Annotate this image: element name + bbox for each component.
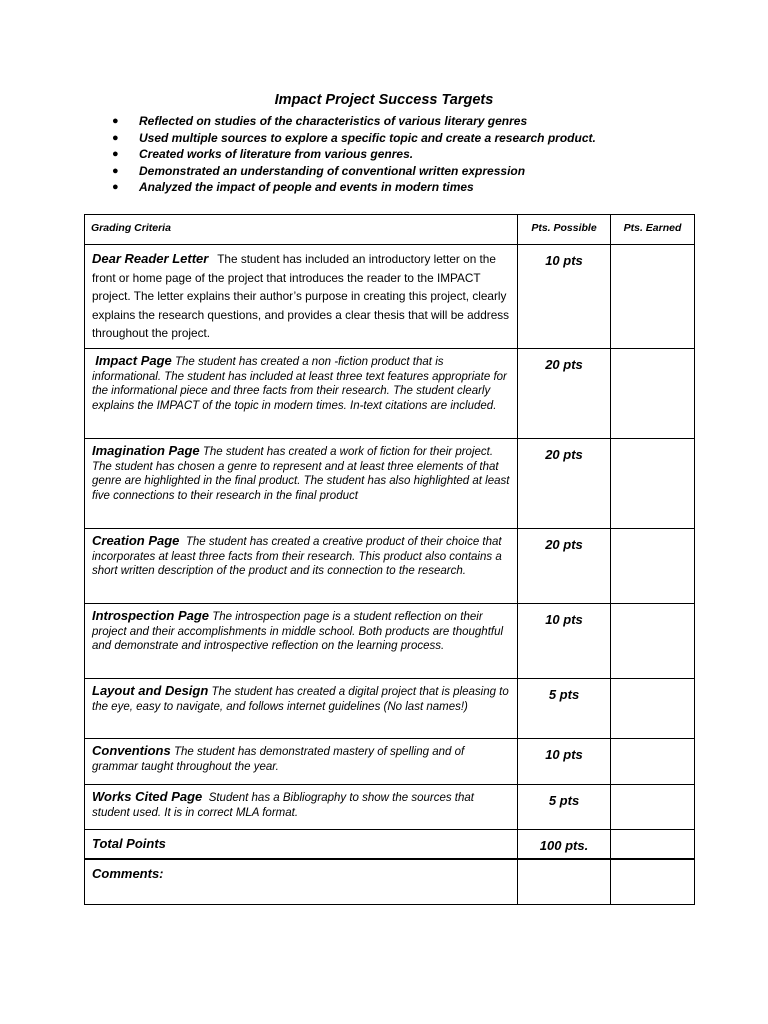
criteria-cell bbox=[85, 245, 518, 349]
points-possible: 5 pts bbox=[518, 678, 611, 738]
table-row bbox=[85, 738, 695, 784]
criteria-cell bbox=[85, 438, 518, 528]
criteria-cell bbox=[85, 678, 518, 738]
target-text: Reflected on studies of the characteristics of various literary genres bbox=[139, 114, 528, 128]
points-possible: 10 pts bbox=[518, 738, 611, 784]
points-earned-cell bbox=[611, 528, 695, 603]
criteria-label: Works Cited Page bbox=[92, 788, 203, 804]
points-earned-cell bbox=[611, 678, 695, 738]
criteria-label: Layout and Design bbox=[92, 682, 209, 698]
table-row bbox=[85, 784, 695, 829]
criteria-label: Conventions bbox=[92, 742, 171, 758]
points-possible: 20 pts bbox=[518, 438, 611, 528]
points-possible: 10 pts bbox=[518, 603, 611, 678]
points-earned-cell bbox=[611, 784, 695, 829]
points-earned-cell bbox=[611, 245, 695, 349]
criteria-cell bbox=[85, 603, 518, 678]
points-possible: 5 pts bbox=[518, 784, 611, 829]
table-row bbox=[85, 678, 695, 738]
criteria-label: Dear Reader Letter bbox=[92, 251, 209, 266]
table-row bbox=[85, 245, 695, 349]
points-possible: 20 pts bbox=[518, 348, 611, 438]
header-pts-possible: Pts. Possible bbox=[518, 215, 611, 245]
criteria-description: The student has created a work of fiction for their project. The student has chosen a genre to represent and at least three elements of that genre are highlighted in the final product. The student has also highlighted at least five connections to their research in the final product bbox=[92, 445, 510, 503]
table-row bbox=[85, 438, 695, 528]
criteria-cell bbox=[85, 528, 518, 603]
points-possible: 10 pts bbox=[518, 245, 611, 349]
comments-possible-cell bbox=[518, 859, 611, 905]
bullet-icon: ● bbox=[112, 148, 119, 160]
criteria-label: Introspection Page bbox=[92, 607, 210, 623]
criteria-description: The student has created a creative product of their choice that incorporates at least three facts from their research. This product also contains a short written description of the product and its connection to the research. bbox=[92, 535, 502, 578]
comments-label: Comments: bbox=[92, 866, 164, 882]
target-item bbox=[112, 113, 596, 130]
points-possible: 20 pts bbox=[518, 528, 611, 603]
header-pts-earned: Pts. Earned bbox=[611, 215, 695, 245]
total-label-cell bbox=[85, 829, 518, 859]
points-earned-cell bbox=[611, 603, 695, 678]
criteria-description: The student has demonstrated mastery of spelling and of grammar taught throughout the year. bbox=[92, 745, 465, 773]
table-row bbox=[85, 528, 695, 603]
criteria-description: The student has created a non -fiction product that is informational. The student has included at least three text features appropriate for the informational piece and three facts from their research. The student clearly explains the IMPACT of the topic in modern times. In-text citations are included. bbox=[92, 355, 507, 413]
criteria-description: The student has included an introductory letter on the front or home page of the project that introduces the reader to the IMPACT project. The letter explains their author’s purpose in creating this project, clearly explains the research questions, and provides a clear thesis that will be address throughout the project. bbox=[92, 252, 510, 341]
target-text: Created works of literature from various genres. bbox=[139, 147, 414, 161]
points-earned-cell bbox=[611, 438, 695, 528]
bullet-icon: ● bbox=[112, 115, 119, 127]
comments-row bbox=[85, 859, 695, 905]
bullet-icon: ● bbox=[112, 181, 119, 193]
table-row bbox=[85, 603, 695, 678]
page-title: Impact Project Success Targets bbox=[274, 92, 494, 108]
points-earned-cell bbox=[611, 348, 695, 438]
target-text: Demonstrated an understanding of conventional written expression bbox=[139, 163, 526, 178]
target-item bbox=[112, 163, 596, 180]
target-text: Analyzed the impact of people and events in modern times bbox=[139, 180, 474, 194]
criteria-label: Impact Page bbox=[95, 352, 172, 368]
grading-rubric-table bbox=[84, 214, 695, 905]
bullet-icon: ● bbox=[112, 164, 119, 177]
header-grading-criteria: Grading Criteria bbox=[85, 215, 518, 245]
criteria-cell bbox=[85, 348, 518, 438]
target-item bbox=[112, 179, 596, 196]
comments-earned-cell bbox=[611, 859, 695, 905]
target-item bbox=[112, 130, 596, 147]
target-text: Used multiple sources to explore a specific topic and create a research product. bbox=[139, 130, 596, 145]
comments-cell[interactable] bbox=[85, 859, 518, 905]
criteria-cell bbox=[85, 738, 518, 784]
total-earned-cell bbox=[611, 829, 695, 859]
criteria-description: The introspection page is a student reflection on their project and their accomplishments in middle school. Both products are thoughtful and demonstrate and introspective reflection on the learning process. bbox=[92, 610, 504, 653]
target-item bbox=[112, 146, 596, 163]
points-earned-cell bbox=[611, 738, 695, 784]
total-points-label: Total Points bbox=[92, 835, 166, 851]
success-targets-list bbox=[112, 113, 596, 196]
criteria-cell bbox=[85, 784, 518, 829]
table-row bbox=[85, 348, 695, 438]
criteria-label: Imagination Page bbox=[92, 442, 200, 458]
total-points-row bbox=[85, 829, 695, 859]
total-points-value: 100 pts. bbox=[518, 829, 611, 859]
table-header-row bbox=[85, 215, 695, 245]
criteria-description: The student has created a digital project that is pleasing to the eye, easy to navigate, and follows internet guidelines (No last names!) bbox=[92, 685, 509, 713]
bullet-icon: ● bbox=[112, 131, 119, 144]
criteria-description: Student has a Bibliography to show the sources that student used. It is in correct MLA format. bbox=[92, 791, 474, 819]
criteria-label: Creation Page bbox=[92, 532, 180, 548]
